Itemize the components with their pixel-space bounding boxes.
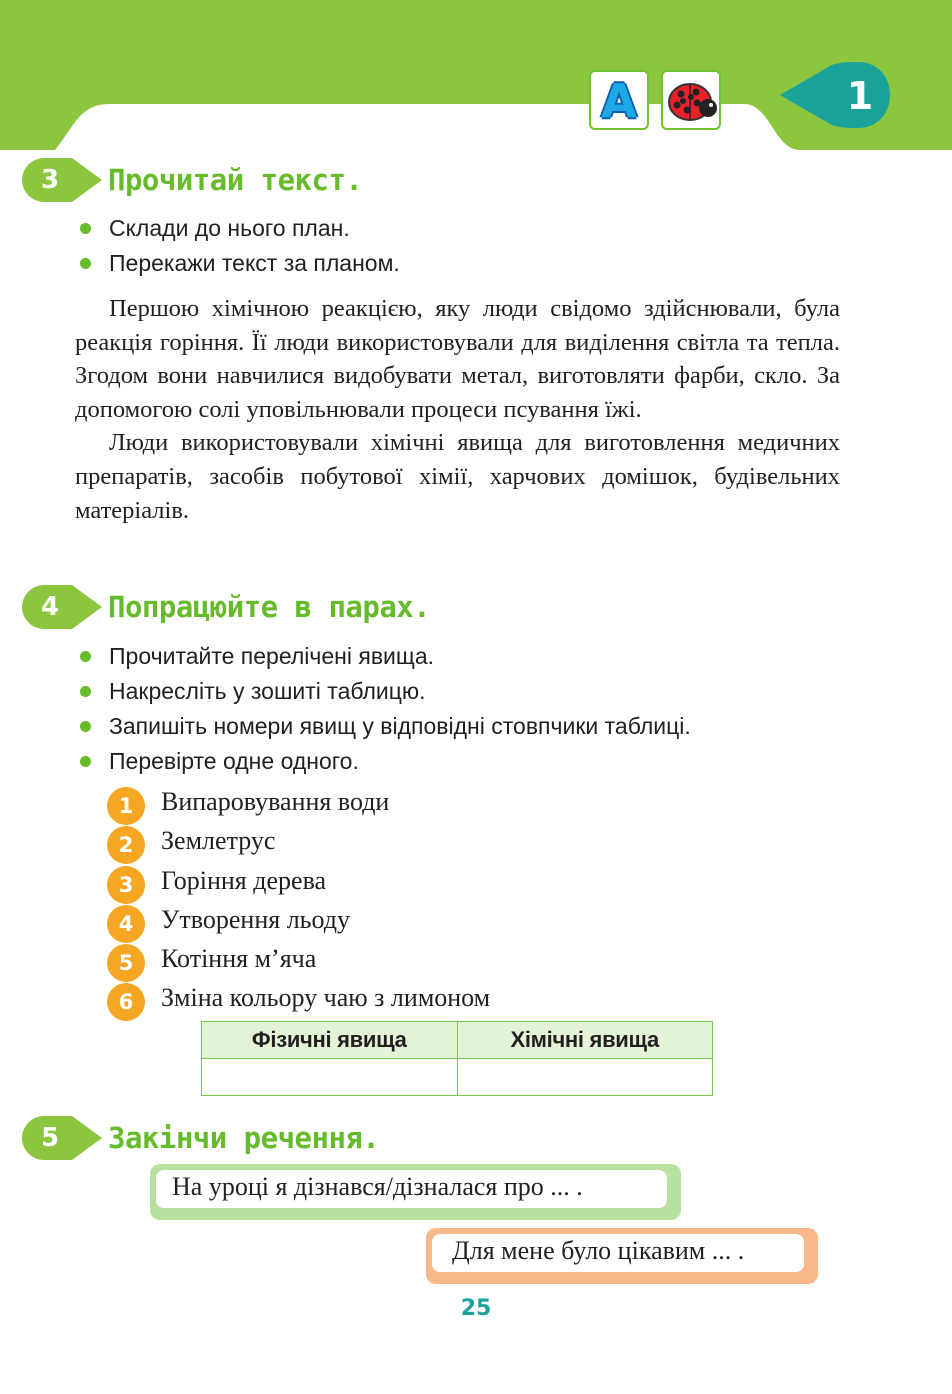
task-title: Закінчи речення. [108, 1121, 380, 1155]
bullet-icon [80, 686, 91, 697]
page-number: 25 [460, 1296, 492, 1321]
number-badge: 6 [107, 983, 145, 1021]
ladybug-icon [661, 70, 721, 130]
bullet-icon [80, 223, 91, 234]
task-number: 4 [40, 592, 60, 622]
list-item: Перекажи текст за планом. [78, 246, 400, 281]
paragraph: Першою хімічною реакцією, яку люди свідомо здійснювали, була реакція горіння. Її люди використовували для виділення світла та тепла. Згодом вони навчилися видобувати метал, виготовляти фарби, скло. За допомогою солі уповільнювали процеси псування їжі. [75, 295, 840, 423]
column-header-chemical: Хімічні явища [457, 1022, 713, 1059]
reading-text [75, 292, 840, 527]
paragraph: Люди використовували хімічні явища для виготовлення медичних препаратів, засобів побутової хімії, харчових домішок, будівельних матеріалів. [75, 429, 840, 524]
table-cell [202, 1059, 458, 1096]
list-item: Склади до нього план. [78, 211, 400, 246]
task-number: 3 [40, 165, 60, 195]
list-item: Прочитайте перелічені явища. [78, 639, 691, 674]
number-badge: 2 [107, 826, 145, 864]
task-4-bullets [78, 639, 691, 779]
column-header-physical: Фізичні явища [202, 1022, 458, 1059]
number-badge: 5 [107, 944, 145, 982]
phenomena-table [201, 1021, 713, 1096]
lesson-number: 1 [846, 74, 874, 118]
bullet-icon [80, 258, 91, 269]
bullet-icon [80, 651, 91, 662]
list-item: Запишіть номери явищ у відповідні стовпчики таблиці. [78, 709, 691, 744]
number-badge: 4 [107, 905, 145, 943]
list-item: Накресліть у зошиті таблицю. [78, 674, 691, 709]
number-badge: 1 [107, 787, 145, 825]
bullet-icon [80, 721, 91, 732]
table-cell [457, 1059, 713, 1096]
task-number: 5 [40, 1123, 60, 1153]
task-3-bullets [78, 211, 400, 281]
number-badge: 3 [107, 866, 145, 904]
sentence-box-orange: Для мене було цікавим ... . [426, 1228, 818, 1284]
task-title: Попрацюйте в парах. [108, 590, 431, 624]
sentence-box-green: На уроці я дізнався/дізналася про ... . [150, 1164, 681, 1220]
letter-a-icon: A [589, 70, 649, 130]
list-item: Перевірте одне одного. [78, 744, 691, 779]
bullet-icon [80, 756, 91, 767]
task-title: Прочитай текст. [108, 163, 363, 197]
